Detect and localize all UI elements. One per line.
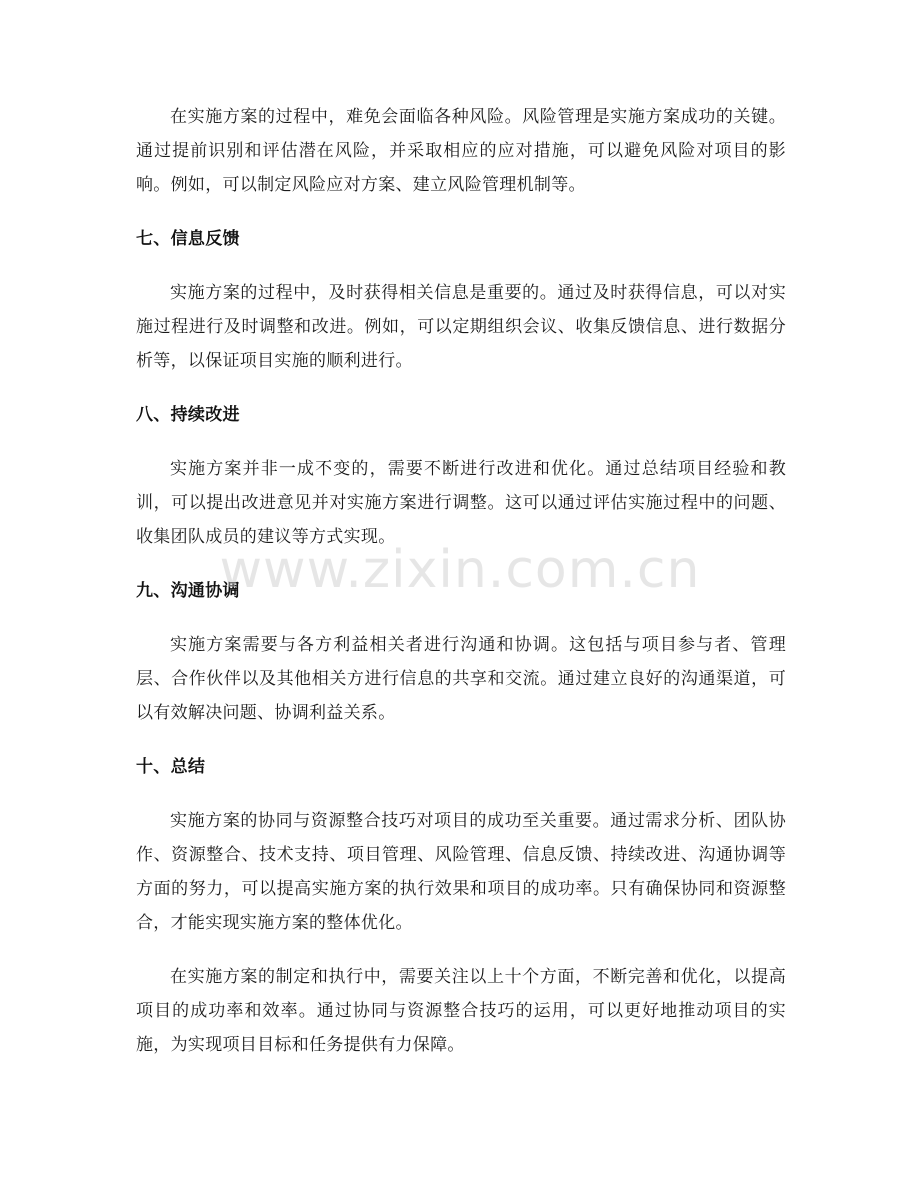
heading-section-10: 十、总结	[136, 757, 206, 777]
watermark: www.zixin.com.cn	[219, 540, 701, 600]
paragraph-risk-management: 在实施方案的过程中，难免会面临各种风险。风险管理是实施方案成功的关键。通过提前识别和评估潜在风险，并采取相应的应对措施，可以避免风险对项目的影响。例如，可以制定风险应对方案、建立风险管理机制等。	[136, 107, 786, 195]
document-body	[136, 100, 786, 1062]
paragraph-section-9: 实施方案需要与各方利益相关者进行沟通和协调。这包括与项目参与者、管理层、合作伙伴以及其他相关方进行信息的共享和交流。通过建立良好的沟通渠道，可以有效解决问题、协调利益关系。	[136, 635, 786, 723]
heading-section-8: 八、持续改进	[136, 405, 240, 425]
paragraph-section-8: 实施方案并非一成不变的，需要不断进行改进和优化。通过总结项目经验和教训，可以提出改进意见并对实施方案进行调整。这可以通过评估实施过程中的问题、收集团队成员的建议等方式实现。	[136, 459, 786, 547]
paragraph-summary-1: 实施方案的协同与资源整合技巧对项目的成功至关重要。通过需求分析、团队协作、资源整合、技术支持、项目管理、风险管理、信息反馈、持续改进、沟通协调等方面的努力，可以提高实施方案的执行效果和项目的成功率。只有确保协同和资源整合，才能实现实施方案的整体优化。	[136, 811, 786, 933]
heading-section-9: 九、沟通协调	[136, 581, 240, 601]
paragraph-section-7: 实施方案的过程中，及时获得相关信息是重要的。通过及时获得信息，可以对实施过程进行及时调整和改进。例如，可以定期组织会议、收集反馈信息、进行数据分析等，以保证项目实施的顺利进行。	[136, 283, 786, 371]
heading-section-7: 七、信息反馈	[136, 229, 240, 249]
paragraph-summary-2: 在实施方案的制定和执行中，需要关注以上十个方面，不断完善和优化，以提高项目的成功率和效率。通过协同与资源整合技巧的运用，可以更好地推动项目的实施，为实现项目目标和任务提供有力保障。	[136, 967, 786, 1055]
